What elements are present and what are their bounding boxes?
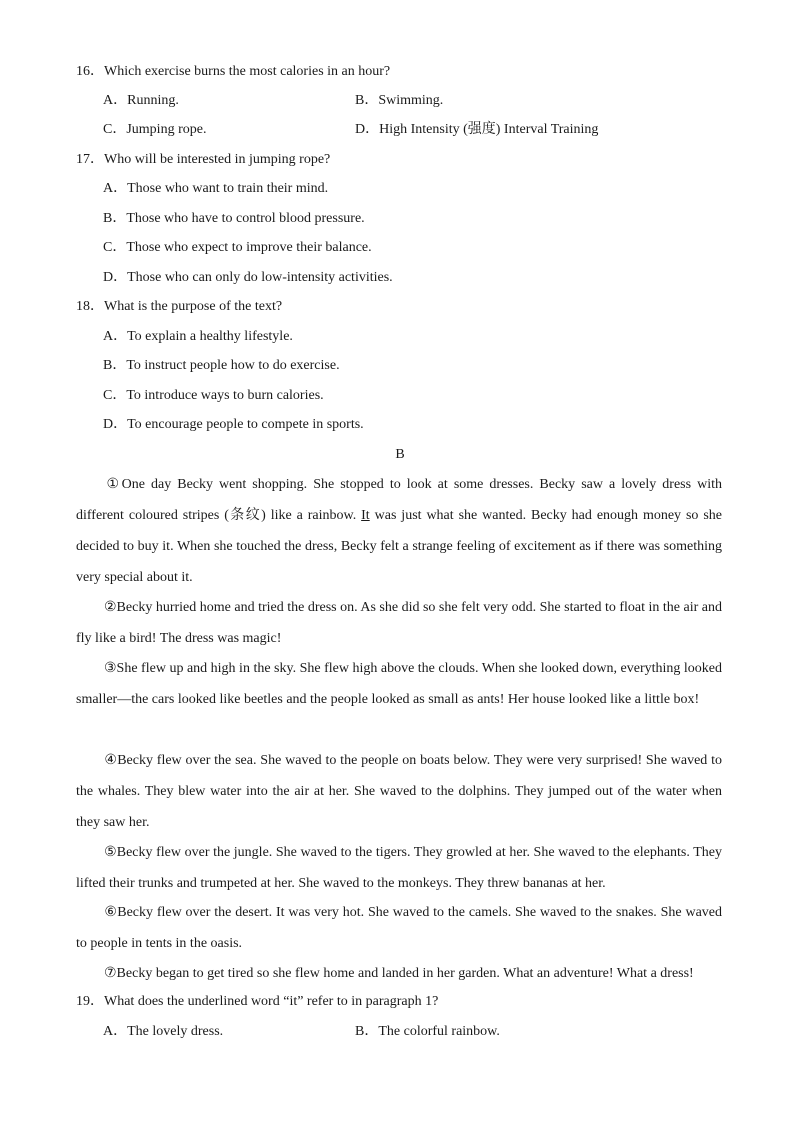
passage-paragraph-7 — [76, 958, 722, 989]
question-16-option-b: B．Swimming. — [355, 93, 444, 108]
question-17-option-a: A．Those who want to train their mind. — [103, 181, 329, 196]
section-label: B — [395, 447, 405, 462]
paragraph-6-text: ⑥Becky flew over the desert. It was very hot. She waved to the camels. She waved to the snakes. She waved to people in tents in the oasis. — [76, 905, 722, 951]
passage-paragraph-1 — [76, 469, 722, 593]
passage-paragraph-2 — [76, 592, 722, 654]
question-19-option-a: A．The lovely dress. — [103, 1024, 224, 1039]
passage-paragraph-3 — [76, 653, 722, 715]
question-18-option-b: B．To instruct people how to do exercise. — [103, 358, 340, 373]
question-18-option-a: A．To explain a healthy lifestyle. — [103, 329, 293, 344]
question-17-option-d: D．Those who can only do low-intensity activities. — [103, 270, 393, 285]
paragraph-1-text-start: ①One day Becky went shopping. She stopped to look at some dresses. Becky saw a lovely dress with different coloured stripes (条纹) like a rainbow. — [76, 477, 722, 523]
question-18-stem: 18．What is the purpose of the text? — [76, 299, 283, 314]
question-17-option-b: B．Those who have to control blood pressure. — [103, 211, 365, 226]
passage-paragraph-6 — [76, 897, 722, 959]
question-18-option-c: C．To introduce ways to burn calories. — [103, 388, 324, 403]
question-16-stem: 16．Which exercise burns the most calories in an hour? — [76, 64, 391, 79]
passage-paragraph-5 — [76, 837, 722, 899]
passage-paragraph-4 — [76, 745, 722, 838]
paragraph-2-text: ②Becky hurried home and tried the dress on. As she did so she felt very odd. She started to float in the air and fly like a bird! The dress was magic! — [76, 600, 722, 646]
paragraph-7-text: ⑦Becky began to get tired so she flew home and landed in her garden. What an adventure! What a dress! — [104, 966, 694, 981]
question-19-stem: 19．What does the underlined word “it” refer to in paragraph 1? — [76, 994, 439, 1009]
paragraph-4-text: ④Becky flew over the sea. She waved to the people on boats below. They were very surprised! She waved to the whales. They blew water into the air at her. She waved to the dolphins. They jumped out of the water when they saw her. — [76, 753, 722, 830]
paragraph-5-text: ⑤Becky flew over the jungle. She waved to the tigers. They growled at her. She waved to the elephants. They lifted their trunks and trumpeted at her. She waved to the monkeys. They threw bananas at her. — [76, 845, 722, 891]
underlined-word: It — [361, 508, 370, 523]
question-17-option-c: C．Those who expect to improve their balance. — [103, 240, 372, 255]
paragraph-1-text-end: was just what she wanted. Becky had enough money so she decided to buy it. When she touched the dress, Becky felt a strange feeling of excitement as if there was something very special about it. — [76, 508, 722, 585]
question-16-option-a: A．Running. — [103, 93, 179, 108]
paragraph-3-text: ③She flew up and high in the sky. She flew high above the clouds. When she looked down, everything looked smaller—the cars looked like beetles and the people looked as small as ants! Her house looked like a little box! — [76, 661, 722, 707]
question-17-stem: 17．Who will be interested in jumping rope? — [76, 152, 331, 167]
question-16-option-c: C．Jumping rope. — [103, 122, 207, 137]
question-18-option-d: D．To encourage people to compete in sports. — [103, 417, 364, 432]
question-19-option-b: B．The colorful rainbow. — [355, 1024, 500, 1039]
question-16-option-d: D．High Intensity (强度) Interval Training — [355, 122, 599, 137]
